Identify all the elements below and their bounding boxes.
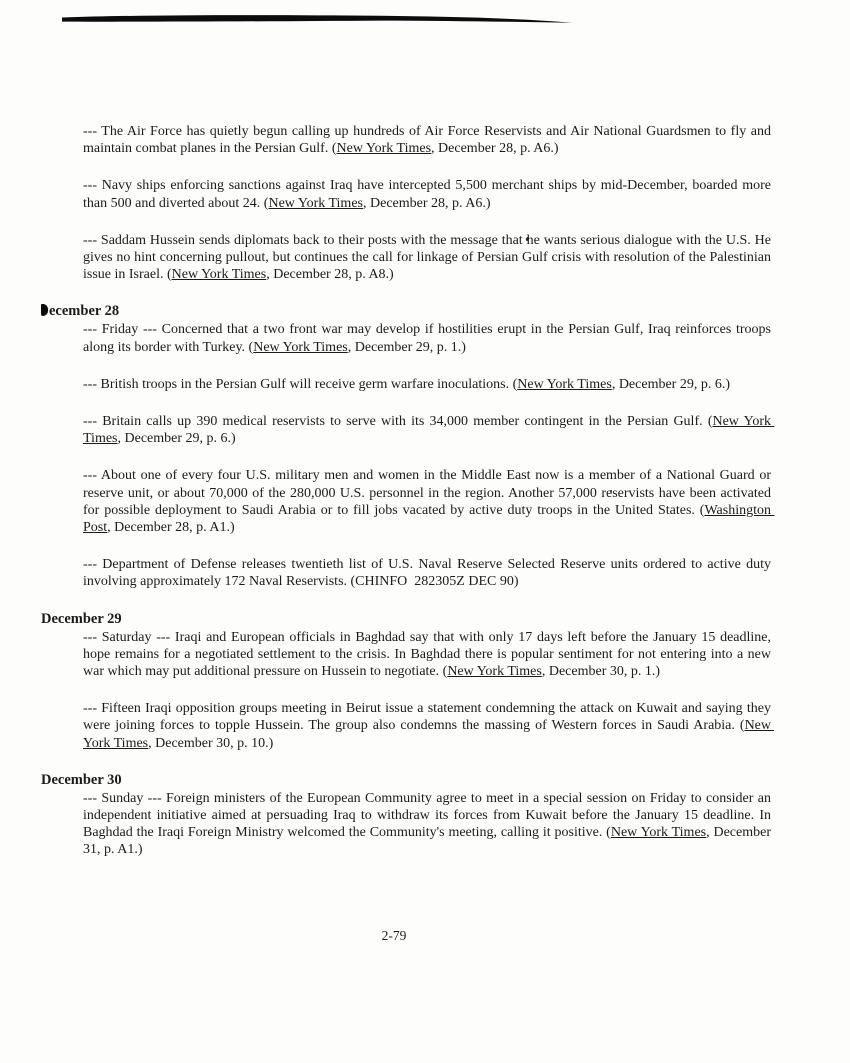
paragraph-text: --- Friday --- Concerned that a two front war may develop if hostilities erupt in the Persian Gulf, Iraq reinforces troops along its border with Turkey. ( [83,322,775,355]
source-name: New York Times [610,825,707,841]
news-item [83,321,775,355]
source-name: New York Times [171,267,267,283]
source-name: New York Times [447,664,542,680]
source-name: New York Times [336,141,432,157]
date-heading-label: December 29 [41,610,122,627]
news-item [83,123,775,157]
paragraph-text: , December 28, p. A1.) [107,520,235,536]
page-number: 2-79 [381,928,407,943]
paragraph-text: , December 29, p. 6.) [117,431,236,447]
date-heading-december-28 [41,303,771,320]
news-item [83,177,775,211]
paragraph-text: --- Fifteen Iraqi opposition groups meeting in Beirut issue a statement condemning the attack on Kuwait and saying they were joining forces to topple Hussein. The group also condemns the massing of Western forces in Saudi Arabia. ( [83,701,775,734]
news-item [83,556,775,590]
news-item [83,413,775,447]
scan-top-line [0,0,850,40]
source-name: New York Times [268,195,363,211]
news-item [83,376,771,393]
news-item [83,629,775,681]
source-name: New York Times [517,376,612,392]
paragraph-text: , December 29, p. 6.) [611,376,730,392]
news-item [83,790,775,859]
paragraph-text: , December 29, p. 1.) [347,339,466,355]
paragraph-text: , December 30, p. 10.) [148,735,274,751]
date-heading-label: ecember 28 [49,303,120,320]
date-heading-december-30 [41,772,771,789]
news-item [83,467,775,536]
date-heading-label: December 30 [41,771,122,788]
paragraph-text: --- Sunday --- Foreign ministers of the European Community agree to meet in a special session on Friday to consider an independent initiative aimed at persuading Iraq to withdraw its forces from Kuwait before the January 15 deadline. In Baghdad the Iraqi Foreign Ministry welcomed the Community's meeting, calling it positive. ( [83,790,775,841]
ink-stroke [62,15,573,23]
paragraph-text: , December 28, p. A6.) [363,195,491,211]
paragraph-text: , December 31, p. A1.) [83,825,775,858]
paragraph-text: , December 30, p. 1.) [541,664,661,680]
document-body [41,123,775,859]
source-name: New York Times [83,414,775,447]
source-name: Washington Post [83,502,775,536]
paragraph-text: --- British troops in the Persian Gulf will receive germ warfare inoculations. ( [83,376,518,392]
source-name: New York Times [83,718,774,751]
paragraph-text: --- Navy ships enforcing sanctions against Iraq have intercepted 5,500 merchant ships by mid-December, boarded more than 500 and diverted about 24. ( [83,178,775,211]
paragraph-text: --- Saturday --- Iraqi and European officials in Baghdad say that with only 17 days left before the January 15 deadline, hope remains for a negotiated settlement to the crisis. In Baghdad there is popular sentiment for not entering into a new war which may put additional pressure on Hussein to negotiate. ( [83,629,775,680]
news-item [83,232,775,284]
paragraph-text: --- The Air Force has quietly begun calling up hundreds of Air Force Reservists and Air National Guardsmen to fly and maintain combat planes in the Persian Gulf. ( [83,124,775,157]
paragraph-text: , December 28, p. A8.) [266,267,394,283]
date-heading-december-29 [41,611,771,628]
damaged-letter-d [41,304,48,316]
paragraph-text: --- Saddam Hussein sends diplomats back to their posts with the message that he wants serious dialogue with the U.S. He gives no hint concerning pullout, but continues the call for linkage of Persian Gulf crisis with resolution of the Palestinian issue in Israel. ( [83,232,775,283]
paragraph-text: --- About one of every four U.S. military men and women in the Middle East now is a member of a National Guard or reserve unit, or about 70,000 of the 280,000 U.S. personnel in the region. Another 57,000 reservists have been activated for possible deployment to Saudi Arabia or to fill jobs vacated by active duty troops in the United States. ( [83,468,775,518]
source-name: New York Times [253,339,348,355]
paragraph-text: --- Department of Defense releases twentieth list of U.S. Naval Reserve Selected Reserve units ordered to active duty involving approximately 172 Naval Reservists. (CHINFO 282305Z DEC 90) [83,557,775,590]
paragraph-text: --- Britain calls up 390 medical reservists to serve with its 34,000 member contingent in the Persian Gulf. ( [83,414,713,430]
news-item [83,700,775,752]
paragraph-text: , December 28, p. A6.) [431,141,559,157]
